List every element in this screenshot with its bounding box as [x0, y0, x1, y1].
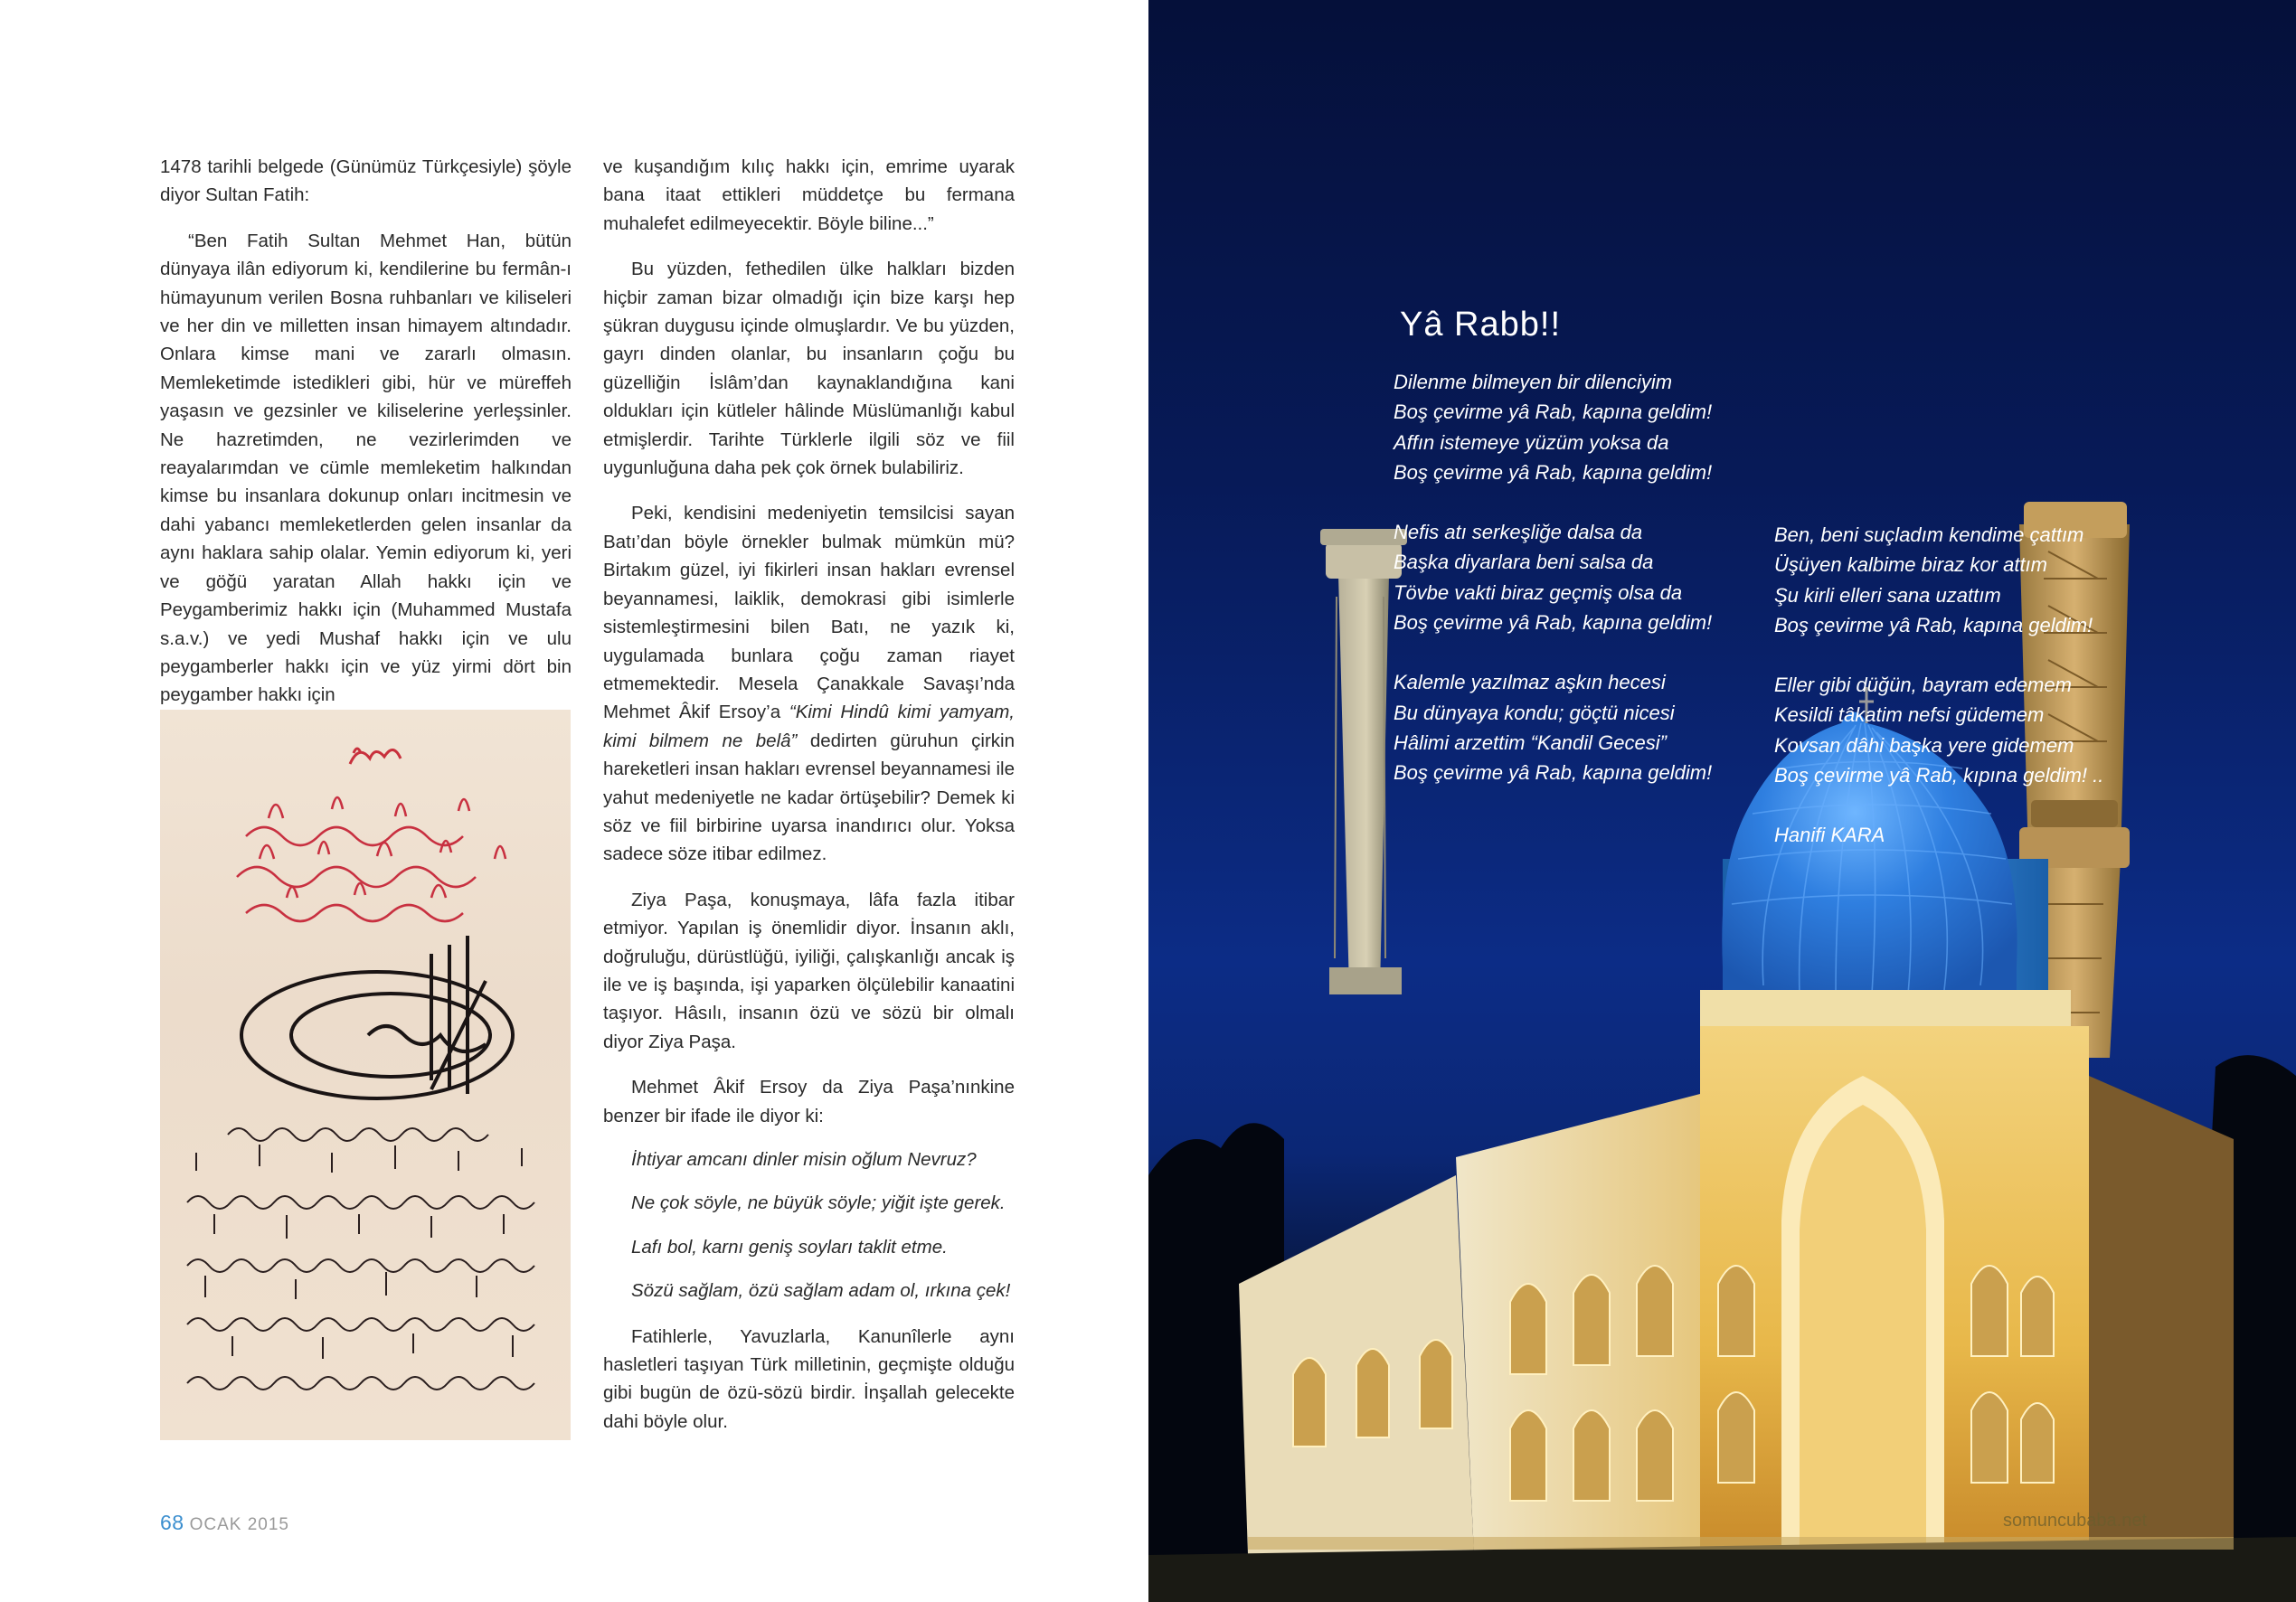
verse-line: Ne çok söyle, ne büyük söyle; yiğit işte gerek. — [631, 1192, 1006, 1214]
text-column-1 — [160, 153, 572, 710]
paragraph-ziya-pasa: Ziya Paşa, konuşmaya, lâfa fazla itibar etmiyor. Yapılan iş önemlidir diyor. İnsanın aklı, doğruluğu, dürüstlüğü, iyiliği, çalışkanlığı ancak iş ile ve iş başında, işi yaparken ölçülebilir kanaatini taşıyor. Hâsılı, insanın özü ve sözü bir olmalı diyor Ziya Paşa. — [603, 889, 1015, 1052]
poem-line: Boş çevirme yâ Rab, kapına geldim! — [1394, 400, 1713, 424]
poem-line: Boş çevirme yâ Rab, kapına geldim! — [1394, 761, 1713, 785]
verse-line: İhtiyar amcanı dinler misin oğlum Nevruz? — [631, 1149, 977, 1170]
poem-line: Boş çevirme yâ Rab, kapına geldim! — [1394, 611, 1713, 635]
paragraph-bati-part-2: dedirten güruhun çirkin hareketleri insan hakları evrensel beyannamesi ile yahut medeniyetle ne kadar örtüşebilir? Demek ki söz ve fiil birbirine uyarsa inandırıcı olur. Yoksa sadece söze itibar edilmez. — [603, 730, 1015, 865]
poem-line: Kesildi tâkatim nefsi güdemem — [1774, 703, 2045, 727]
intro-paragraph: 1478 tarihli belgede (Günümüz Türkçesiyle) şöyle diyor Sultan Fatih: — [160, 156, 572, 206]
right-page — [1148, 0, 2296, 1602]
ferman-image — [160, 710, 571, 1440]
text-column-2 — [603, 153, 1015, 1436]
poem-line: Üşüyen kalbime biraz kor attım — [1774, 553, 2047, 577]
poem-line: Hâlimi arzettim “Kandil Gecesi” — [1394, 730, 1667, 754]
poem-line: Tövbe vakti biraz geçmiş olsa da — [1394, 580, 1683, 604]
poem-line: Eller gibi düğün, bayram edemem — [1774, 674, 2072, 697]
poem-line: Affın istemeye yüzüm yoksa da — [1394, 430, 1669, 454]
poem-line: Nefis atı serkeşliğe dalsa da — [1394, 521, 1643, 544]
paragraph-bati — [603, 499, 1015, 868]
poem-line: Ben, beni suçladım kendime çattım — [1774, 523, 2084, 546]
verse-line: Lafı bol, karnı geniş soyları taklit etme. — [631, 1236, 948, 1258]
page-number: 68 — [160, 1511, 184, 1534]
akif-quote: “Kimi Hindû kimi yamyam, kimi bilmem ne belâ” — [603, 702, 1015, 751]
poem-line: Bu dünyaya kondu; göçtü nicesi — [1394, 701, 1675, 724]
poem-line: Şu kirli elleri sana uzattım — [1774, 583, 2001, 607]
poem-line: Dilenme bilmeyen bir dilenciyim — [1394, 371, 1673, 393]
poem-author: Hanifi KARA — [1774, 824, 1885, 847]
poem-column-1 — [1394, 367, 1755, 788]
poem-line: Kalemle yazılmaz aşkın hecesi — [1394, 671, 1666, 694]
page-folio — [160, 1511, 289, 1535]
poem-line: Boş çevirme yâ Rab, kıpına geldim! .. — [1774, 764, 2104, 787]
issue-date: OCAK 2015 — [189, 1515, 289, 1534]
magazine-website: somuncubaba.net — [2003, 1511, 2148, 1531]
ferman-calligraphy-illustration — [160, 710, 571, 1440]
poem-title: Yâ Rabb!! — [1400, 306, 1561, 344]
poem-line: Kovsan dâhi başka yere gidemem — [1774, 733, 2074, 757]
paragraph-conclusion: Fatihlerle, Yavuzlarla, Kanunîlerle aynı hasletleri taşıyan Türk milletinin, geçmişte olduğu gibi bugün de özü-sözü birdir. İnşallah gelecekte dahi böyle olur. — [603, 1325, 1015, 1432]
paragraph-bati-part-1: Peki, kendisini medeniyetin temsilcisi sayan Batı’dan böyle örnekler bulmak mümkün mü? Birtakım güzel, iyi fikirleri insan hakları evrensel beyannamesi, laiklik, demokrasi gibi isimlerle sistemleştirmesini bilen Batı, ne yazık ki, uygulamada bunlara çoğu zaman riayet etmemektedir. Mesela Çanakkale Savaşı’nda Mehmet Âkif Ersoy’a — [603, 503, 1015, 723]
poem-line: Boş çevirme yâ Rab, kapına geldim! — [1394, 460, 1713, 484]
poem-line: Başka diyarlara beni salsa da — [1394, 551, 1654, 574]
poem-column-2 — [1774, 520, 2172, 851]
ferman-quote-continuation: ve kuşandığım kılıç hakkı için, emrime uyarak bana itaat ettikleri müddetçe bu fermana muhalefet edilmeyecektir. Böyle biline...” — [603, 156, 1015, 234]
verse-line: Sözü sağlam, özü sağlam adam ol, ırkına çek! — [631, 1280, 1011, 1302]
paragraph-akif-intro: Mehmet Âkif Ersoy da Ziya Paşa’nınkine benzer bir ifade ile diyor ki: — [603, 1077, 1015, 1126]
poem-line: Boş çevirme yâ Rab, kapına geldim! — [1774, 613, 2093, 636]
paragraph-fethedilen: Bu yüzden, fethedilen ülke halkları bizden hiçbir zaman bizar olmadığı için bize karşı hep şükran duygusu içinde olmuşlardır. Ve bu yüzden, gayrı dinden olanlar, bu insanların çoğu bu güzelliğin İslâm’dan kaynaklandığına kani oldukları için kütleler hâlinde Müslümanlığı kabul etmişlerdir. Tarihte Türklerle ilgili söz ve fiil uygunluğuna daha pek çok örnek bulabiliriz. — [603, 259, 1015, 479]
ferman-quote-paragraph: “Ben Fatih Sultan Mehmet Han, bütün dünyaya ilân ediyorum ki, kendilerine bu fermân-ı hümayunum verilen Bosna ruhbanları ve kiliseleri ve her din ve milletten insan himayem altındadır. Onlara kimse mani ve zararlı olmasın. Memleketimde istedikleri gibi, hür ve müreffeh yaşasın ve gezsinler ve kiliselerine yerleşsinler. Ne hazretimden, ne vezirlerimden ve reayalarımdan ve cümle memleketim halkından kimse bu insanlara dokunup onları incitmesin ve dahi yabancı memleketlerden gelen insanlar da aynı haklara sahip olalar. Yemin ediyorum ki, yeri ve göğü yaratan Allah hakkı için ve Peygamberimiz hakkı için (Muhammed Mustafa s.a.v.) ve yedi Mushaf hakkı için ve ulu peygamberler hakkı için ve yüz yirmi dört bin peygamber hakkı için — [160, 230, 572, 706]
